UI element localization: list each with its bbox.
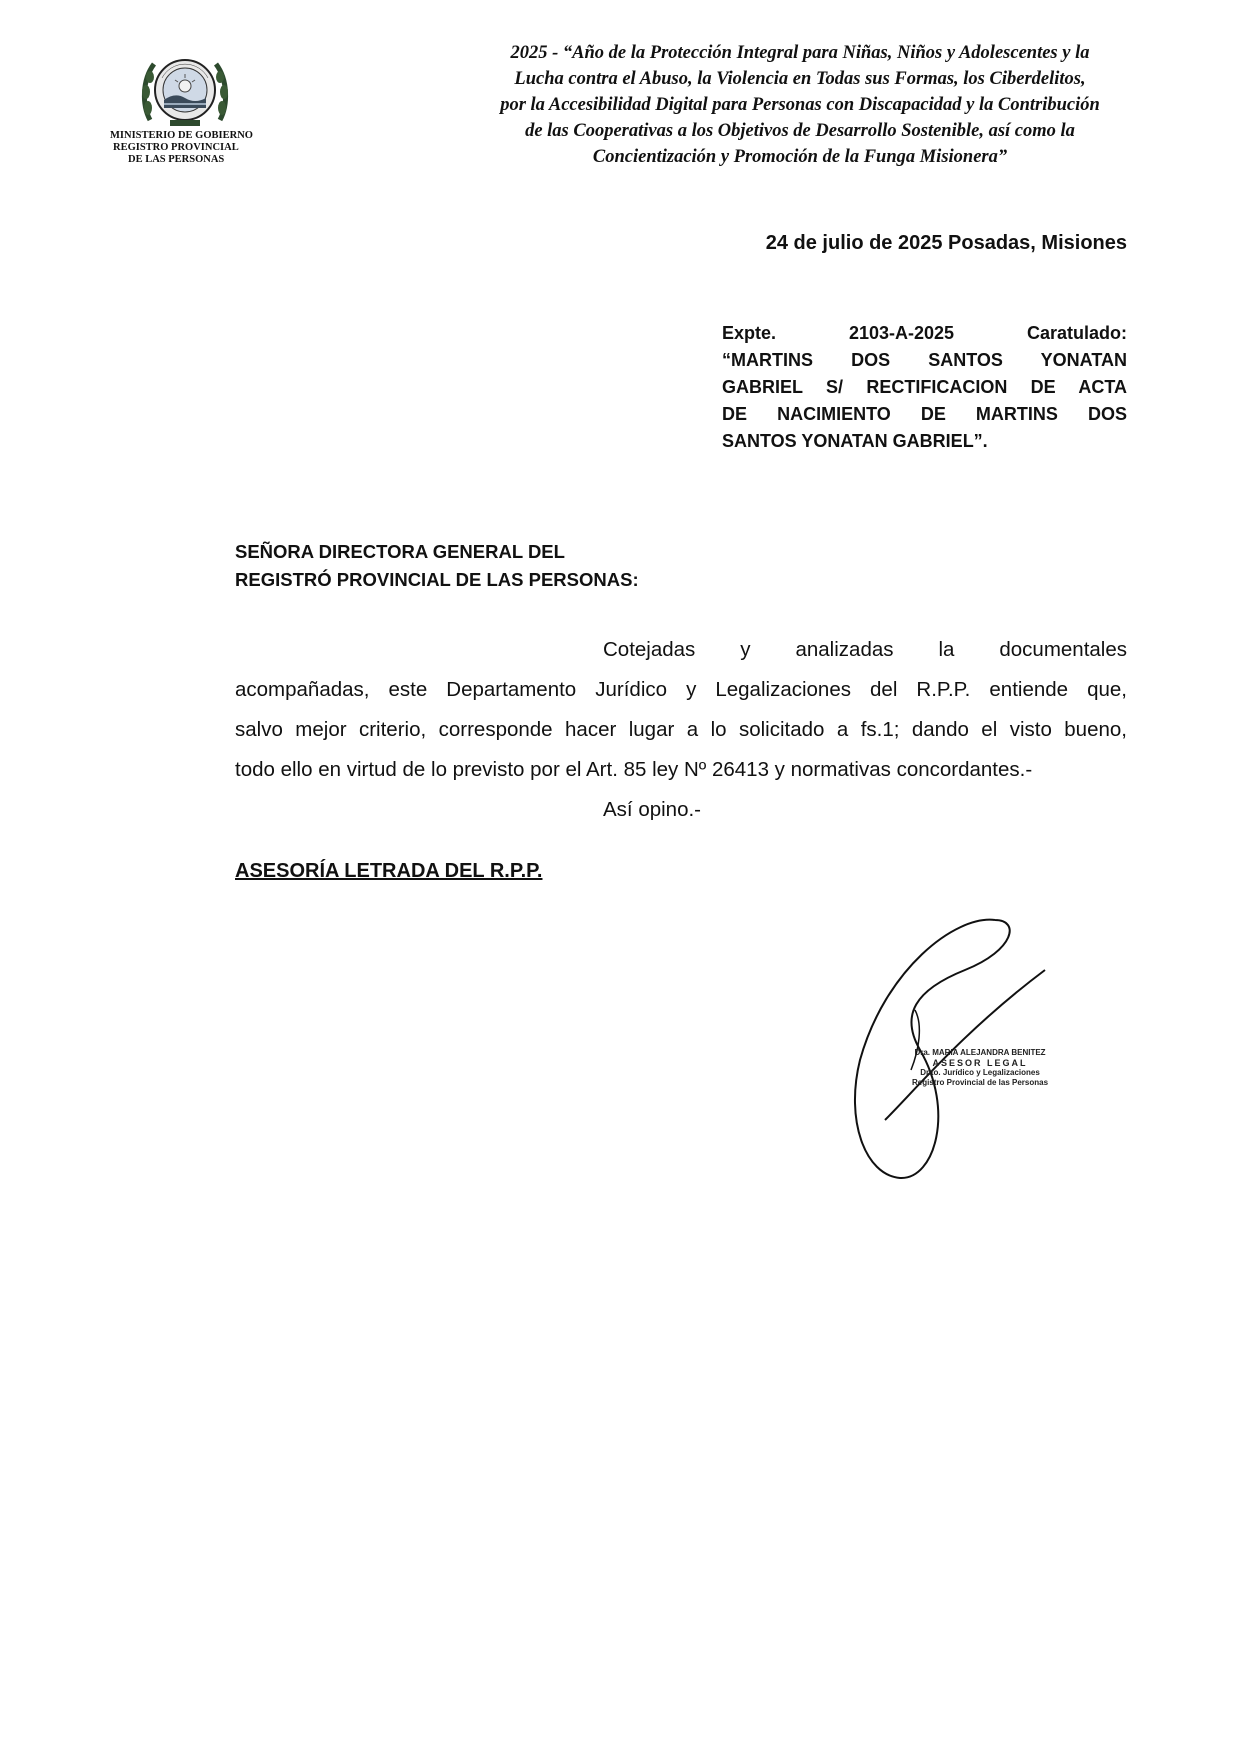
salutation (235, 538, 639, 594)
salutation-line: SEÑORA DIRECTORA GENERAL DEL (235, 541, 565, 562)
ministry-line: MINISTERIO DE GOBIERNO (110, 130, 253, 141)
salutation-line: REGISTRÓ PROVINCIAL DE LAS PERSONAS: (235, 569, 639, 590)
motto-line: por la Accesibilidad Digital para Personas con Discapacidad y la Contribución (500, 95, 1100, 115)
date-line: 24 de julio de 2025 Posadas, Misiones (765, 232, 1127, 254)
provincial-seal-icon (140, 50, 230, 128)
closing-line: Así opino.- (603, 798, 701, 821)
body-line: salvo mejor criterio, corresponde hacer lugar a lo solicitado a fs.1; dando el visto bueno, (235, 718, 1127, 741)
body-line: Cotejadas y analizadas la documentales (603, 638, 1127, 661)
case-line: “MARTINS DOS SANTOS YONATAN (722, 350, 1127, 370)
body-line: acompañadas, este Departamento Jurídico y Legalizaciones del R.P.P. entiende que, (235, 678, 1127, 701)
signature-stamp (905, 1048, 1055, 1088)
stamp-line: Dpto. Jurídico y Legalizaciones (920, 1068, 1040, 1077)
motto-line: 2025 - “Año de la Protección Integral para Niñas, Niños y Adolescentes y la (510, 43, 1090, 63)
stamp-line: ASESOR LEGAL (932, 1058, 1028, 1068)
signoff-heading: ASESORÍA LETRADA DEL R.P.P. (235, 860, 543, 882)
ministry-line: DE LAS PERSONAS (128, 154, 225, 165)
stamp-line: Registro Provincial de las Personas (911, 1078, 1049, 1087)
case-line: GABRIEL S/ RECTIFICACION DE ACTA (722, 377, 1127, 397)
letterhead (110, 50, 280, 166)
case-line: Expte. 2103-A-2025 Caratulado: (722, 323, 1127, 343)
motto-line: Concientización y Promoción de la Funga Misionera” (592, 147, 1008, 167)
case-reference (722, 320, 1127, 455)
year-motto (455, 40, 1145, 170)
case-line: SANTOS YONATAN GABRIEL”. (722, 431, 988, 451)
motto-line: Lucha contra el Abuso, la Violencia en Todas sus Formas, los Ciberdelitos, (514, 69, 1086, 89)
case-line: DE NACIMIENTO DE MARTINS DOS (722, 404, 1127, 424)
body-line: todo ello en virtud de lo previsto por el Art. 85 ley Nº 26413 y normativas concordantes.- (235, 758, 1033, 781)
motto-line: de las Cooperativas a los Objetivos de Desarrollo Sostenible, así como la (525, 121, 1075, 141)
ministry-line: REGISTRO PROVINCIAL (113, 142, 239, 153)
ministry-name (110, 130, 280, 166)
stamp-line: Dra. MARIA ALEJANDRA BENITEZ (914, 1048, 1046, 1057)
body-paragraph (235, 630, 1127, 830)
